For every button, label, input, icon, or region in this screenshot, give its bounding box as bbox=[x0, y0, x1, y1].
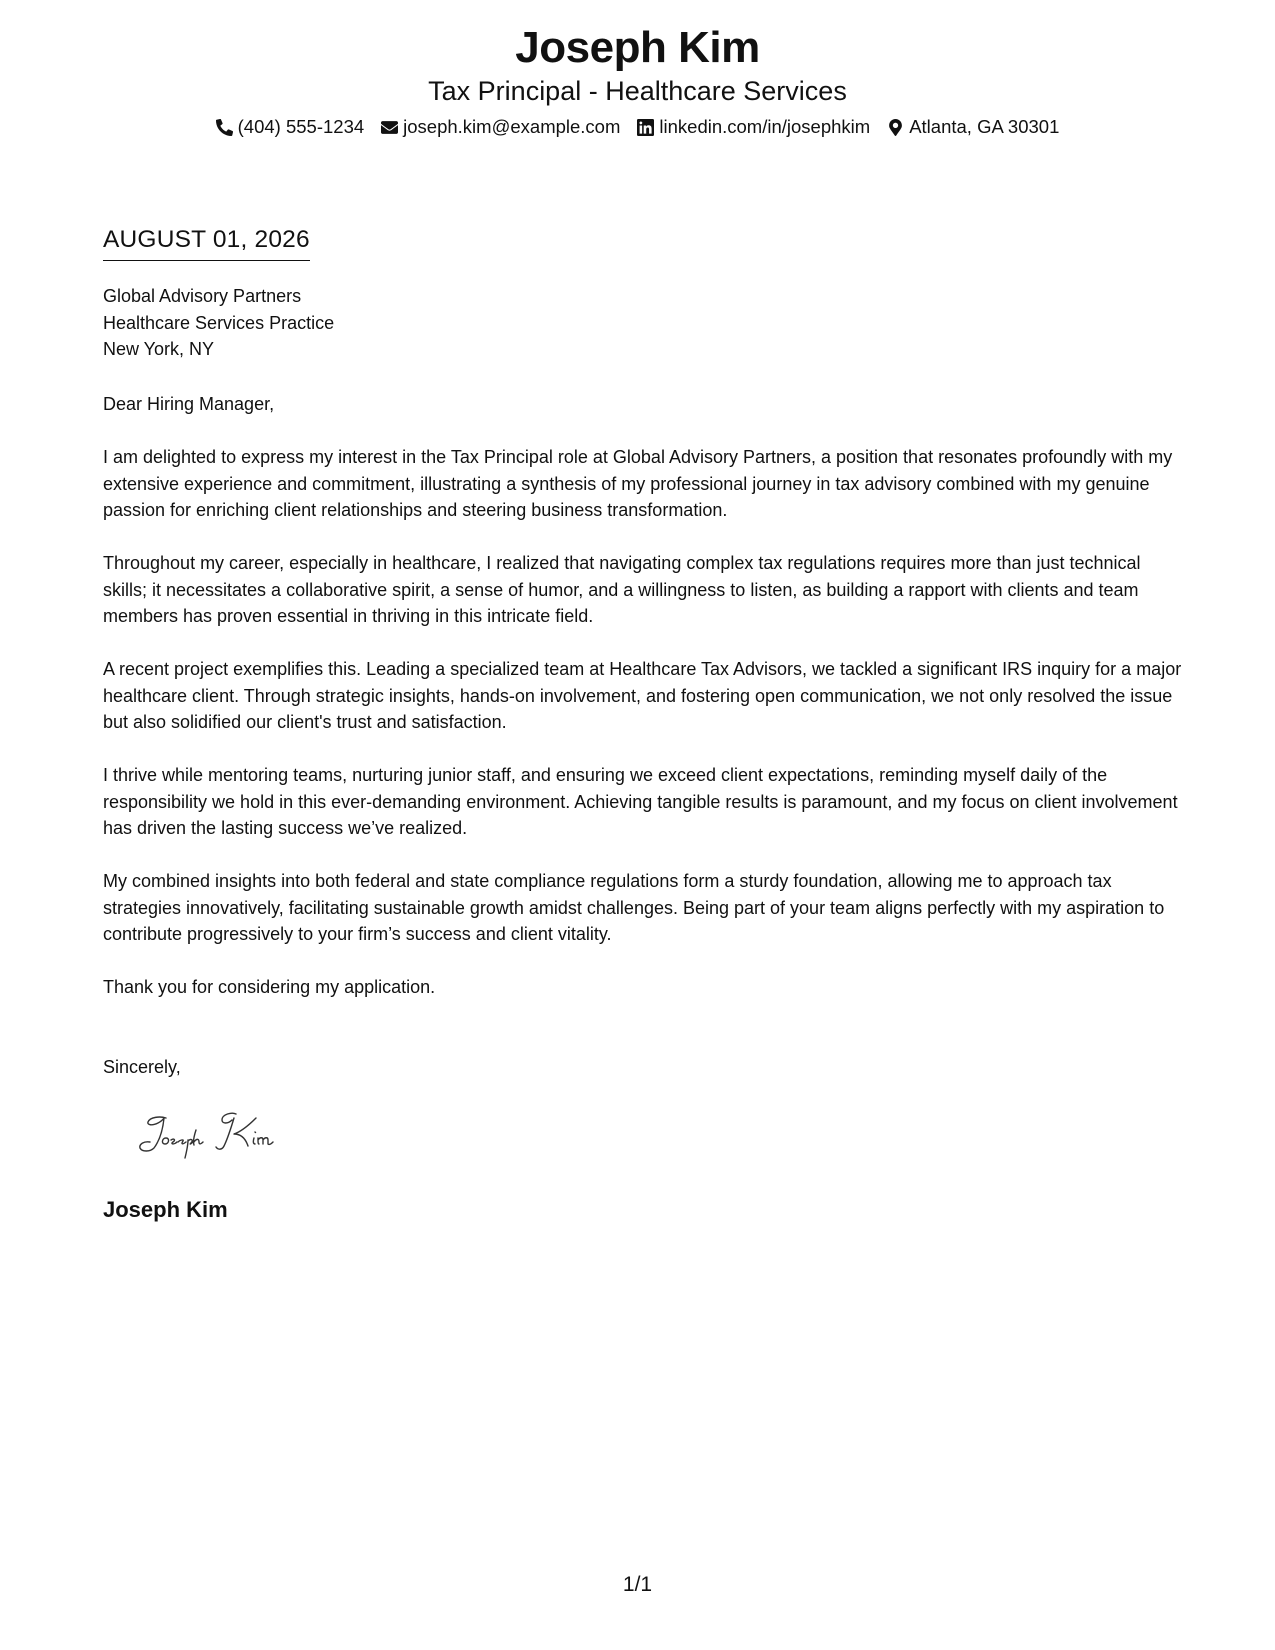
recipient-block bbox=[103, 283, 334, 363]
contact-location bbox=[887, 114, 1059, 140]
letter-header bbox=[0, 22, 1275, 140]
contact-location-text: Atlanta, GA 30301 bbox=[909, 116, 1060, 137]
recipient-company: Global Advisory Partners bbox=[103, 286, 302, 306]
contact-bar bbox=[0, 114, 1275, 140]
applicant-title: Tax Principal - Healthcare Services bbox=[428, 76, 847, 106]
body-paragraph: A recent project exemplifies this. Leading a specialized team at Healthcare Tax Advisors, we tackled a significant IRS inquiry for a major healthcare client. Through strategic insights, hands-on involvement, and fostering open communication, we not only resolved the issue but also solidified our client's trust and satisfaction. bbox=[103, 659, 1182, 732]
salutation: Dear Hiring Manager, bbox=[103, 394, 275, 414]
letter-date: AUGUST 01, 2026 bbox=[103, 224, 310, 261]
envelope-icon bbox=[381, 119, 398, 136]
map-marker-icon bbox=[887, 119, 904, 136]
phone-icon bbox=[216, 119, 233, 136]
contact-linkedin-text: linkedin.com/in/josephkim bbox=[659, 116, 871, 137]
signer-name: Joseph Kim bbox=[103, 1197, 228, 1222]
applicant-name: Joseph Kim bbox=[515, 23, 760, 72]
letter-body bbox=[103, 391, 1183, 1027]
contact-phone bbox=[216, 114, 365, 140]
handwritten-signature bbox=[136, 1104, 336, 1164]
closing-line: Sincerely, bbox=[103, 1057, 181, 1077]
linkedin-icon bbox=[637, 119, 654, 136]
page-number: 1/1 bbox=[622, 1573, 653, 1596]
body-paragraph: I thrive while mentoring teams, nurturing junior staff, and ensuring we exceed client expectations, reminding myself daily of the responsibility we hold in this ever-demanding environment. Achieving tangible results is paramount, and my focus on client involvement has driven the lasting success we’ve realized. bbox=[103, 765, 1178, 838]
contact-linkedin[interactable] bbox=[637, 114, 870, 140]
contact-email-text: joseph.kim@example.com bbox=[403, 116, 621, 137]
recipient-location: New York, NY bbox=[103, 339, 215, 359]
recipient-department: Healthcare Services Practice bbox=[103, 312, 335, 333]
body-paragraph: Throughout my career, especially in healthcare, I realized that navigating complex tax regulations requires more than just technical skills; it necessitates a collaborative spirit, a sense of humor, and a willingness to listen, as building a rapport with clients and team members has proven essential in thriving in this intricate field. bbox=[103, 553, 1141, 626]
body-paragraph: My combined insights into both federal and state compliance regulations form a sturdy foundation, allowing me to approach tax strategies innovatively, facilitating sustainable growth amidst challenges. Being part of your team aligns perfectly with my aspiration to contribute progressively to your firm’s success and client vitality. bbox=[103, 871, 1165, 944]
closing-thanks: Thank you for considering my application. bbox=[103, 977, 436, 997]
contact-email[interactable] bbox=[381, 114, 620, 140]
body-paragraph: I am delighted to express my interest in the Tax Principal role at Global Advisory Partners, a position that resonates profoundly with my extensive experience and commitment, illustrating a synthesis of my professional journey in tax advisory combined with my genuine passion for enriching client relationships and steering business transformation. bbox=[103, 447, 1173, 520]
contact-phone-text: (404) 555-1234 bbox=[237, 116, 365, 137]
